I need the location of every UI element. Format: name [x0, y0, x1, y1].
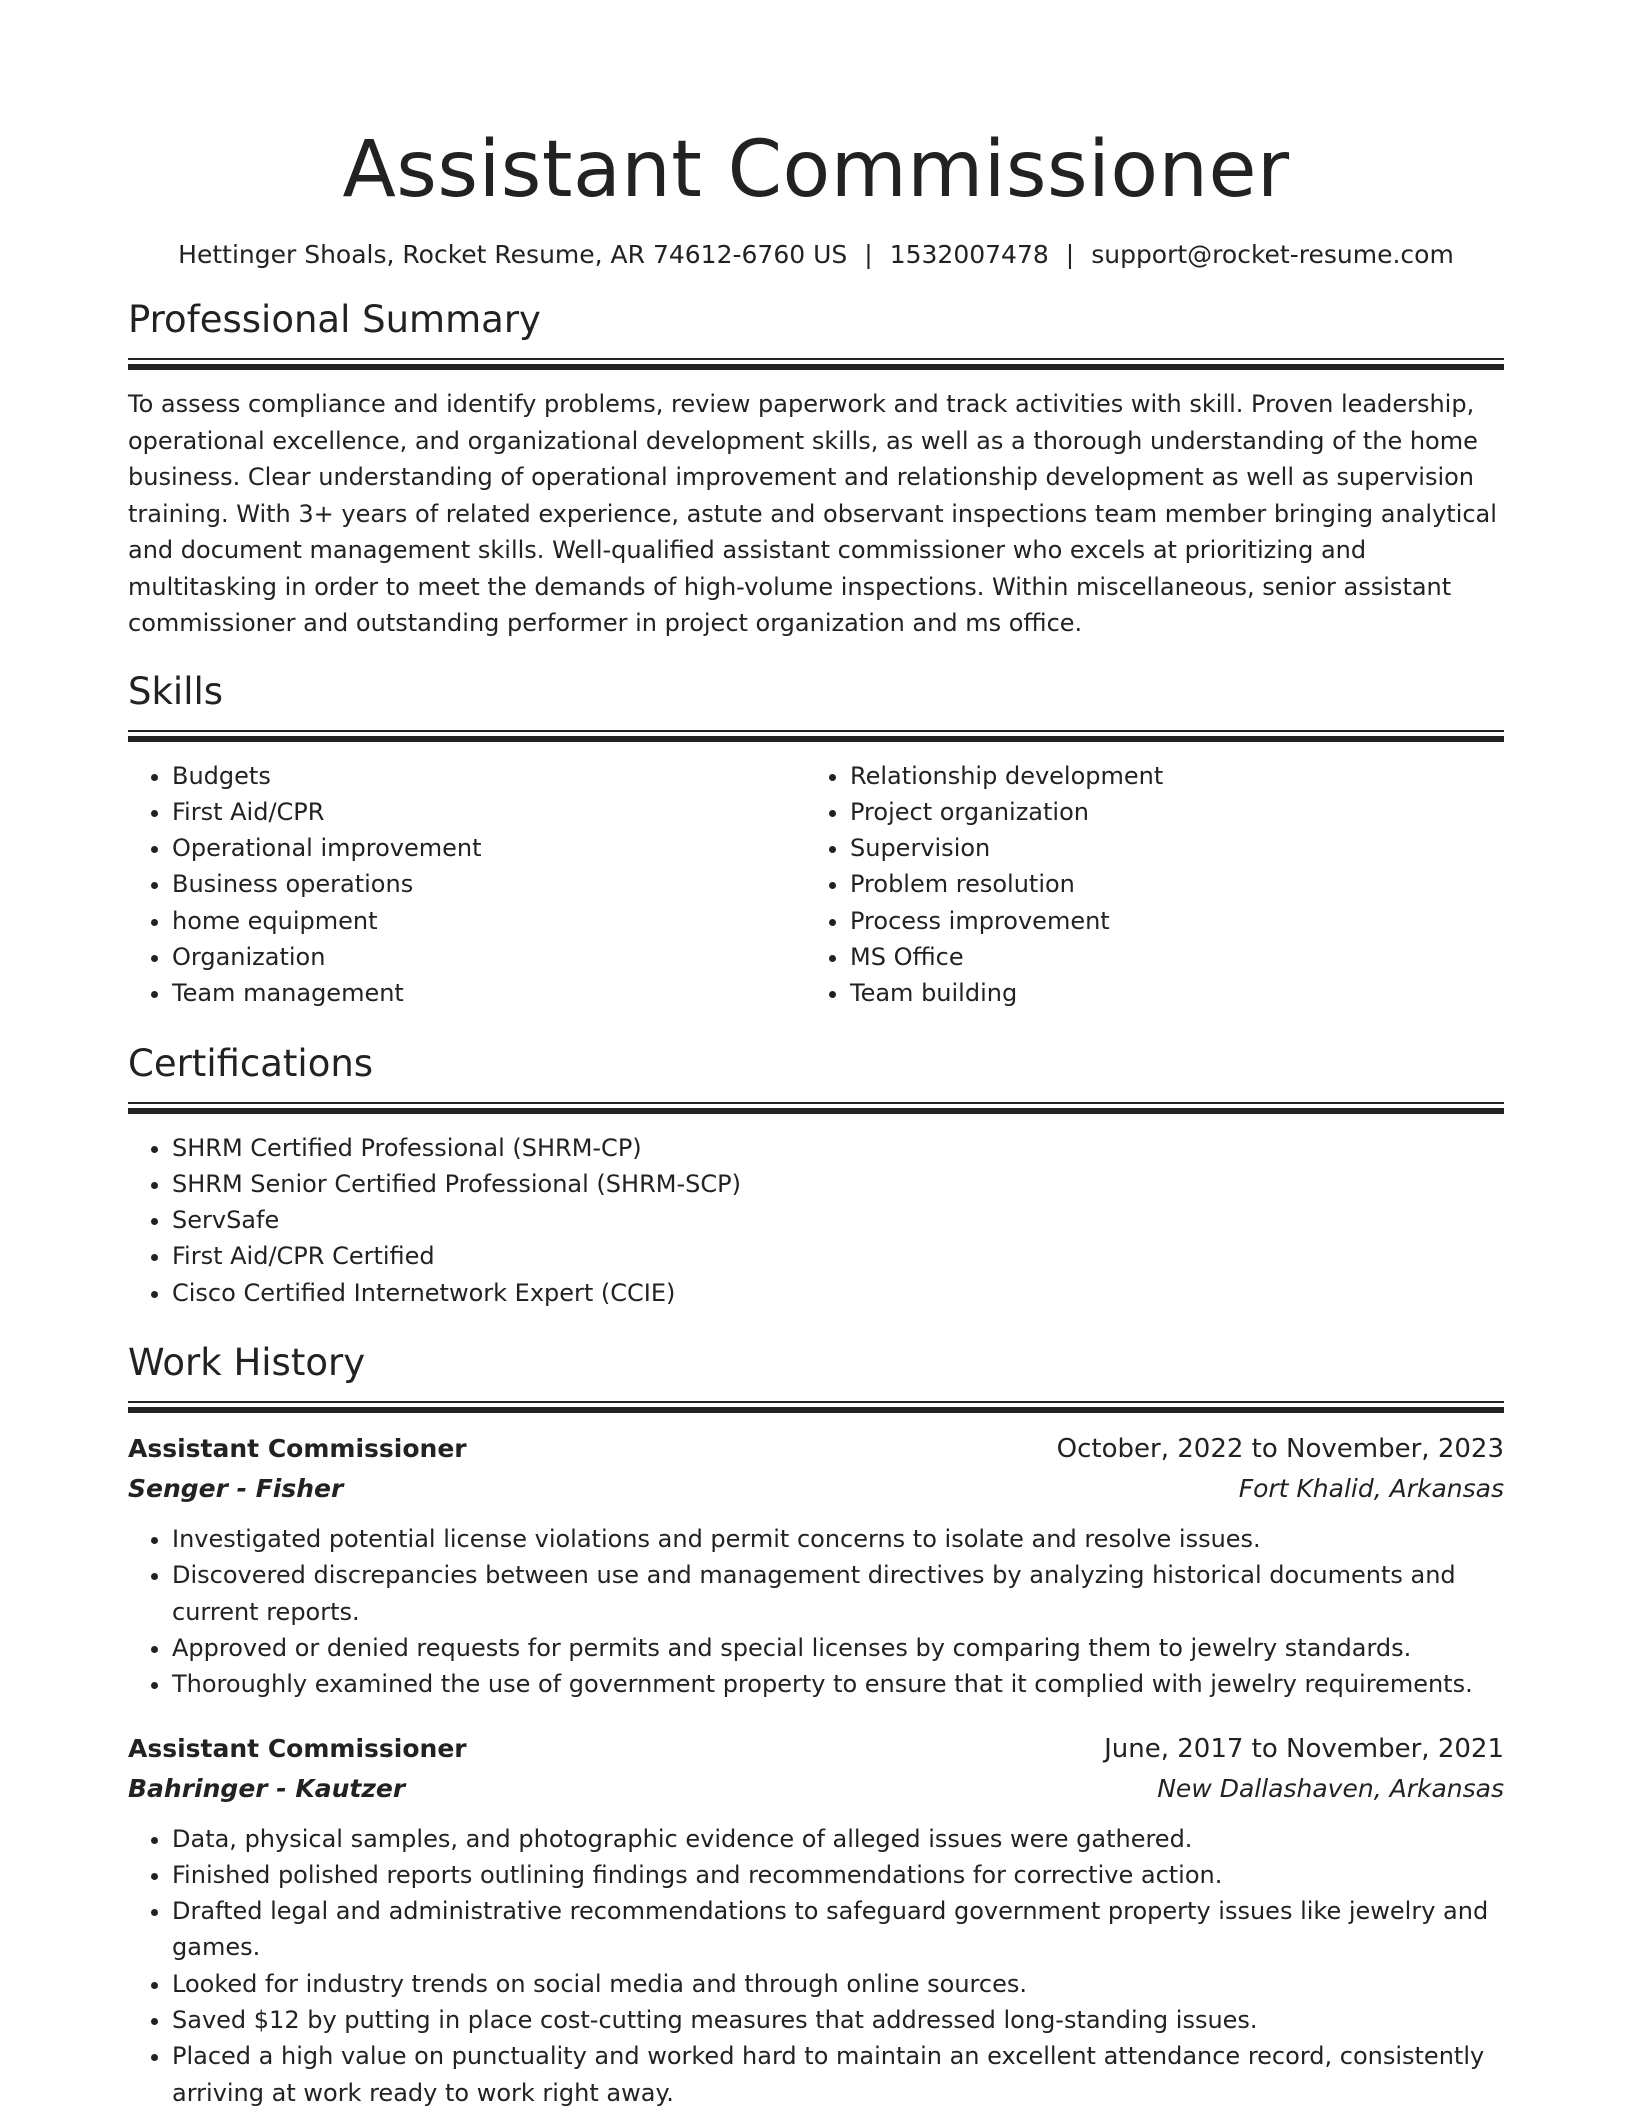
skills-column-right	[806, 758, 1484, 1012]
work-history-heading: Work History	[128, 1341, 366, 1385]
section-divider	[128, 730, 1504, 742]
job-location: Fort Khalid, Arkansas	[1238, 1474, 1504, 1504]
skills-heading: Skills	[128, 669, 224, 713]
certifications-block	[128, 1130, 1504, 1311]
job-employer-row	[128, 1469, 1504, 1509]
job-duties-list	[128, 1521, 1504, 1702]
job-duty-item: • Discovered discrepancies between use and management directives by analyzing historical documents and current reports.	[172, 1557, 1504, 1630]
job-duty-item: • Investigated potential license violations and permit concerns to isolate and resolve issues.	[172, 1521, 1504, 1557]
job-title: Assistant Commissioner	[128, 1434, 467, 1464]
contact-address: Hettinger Shoals, Rocket Resume, AR 74612-6760 US	[178, 240, 848, 269]
skill-item: • Budgets	[172, 758, 806, 794]
job-duty-item: • Finished polished reports outlining findings and recommendations for corrective action.	[172, 1857, 1504, 1893]
job-employer-row	[128, 1769, 1504, 1809]
skill-item: • home equipment	[172, 903, 806, 939]
certification-item: • First Aid/CPR Certified	[172, 1238, 1504, 1274]
certifications-list	[128, 1130, 1504, 1311]
job-title: Assistant Commissioner	[128, 1733, 467, 1763]
skills-grid	[128, 758, 1504, 1012]
summary-text: To assess compliance and identify problems, review paperwork and track activities with skill. Proven leadership, operational excellence, and organizational development skills, as well as a thorough understanding of the home business. Clear understanding of operational improvement and relationship development as well as supervision training. With 3+ years of related experience, astute and observant inspections team member bringing analytical and document management skills. Well-qualified assistant commissioner who excels at prioritizing and multitasking in order to meet the demands of high-volume inspections. Within miscellaneous, senior assistant commissioner and outstanding performer in project organization and ms office.	[128, 390, 1497, 637]
certification-item: • SHRM Senior Certified Professional (SHRM-SCP)	[172, 1166, 1504, 1202]
skill-item: • Project organization	[850, 794, 1484, 830]
job-location: New Dallashaven, Arkansas	[1157, 1773, 1504, 1803]
skill-item: • Organization	[172, 939, 806, 975]
skill-item: • Problem resolution	[850, 866, 1484, 902]
skills-list-right	[806, 758, 1484, 1012]
skill-item: • First Aid/CPR	[172, 794, 806, 830]
section-divider	[128, 1102, 1504, 1114]
job-duty-item: • Drafted legal and administrative recommendations to safeguard government property issues like jewelry and games.	[172, 1893, 1504, 1966]
contact-separator: |	[864, 240, 873, 269]
certification-item: • Cisco Certified Internetwork Expert (CCIE)	[172, 1275, 1504, 1311]
skill-item: • Operational improvement	[172, 830, 806, 866]
skill-item: • MS Office	[850, 939, 1484, 975]
job-company: Bahringer - Kautzer	[128, 1773, 406, 1803]
skills-list-left	[128, 758, 806, 1012]
candidate-name: Assistant Commissioner	[342, 125, 1290, 215]
contact-separator: |	[1065, 240, 1075, 269]
skill-item: • Team management	[172, 975, 806, 1011]
contact-email: support@rocket-resume.com	[1091, 240, 1454, 269]
job-header-row	[128, 1729, 1504, 1769]
skill-item: • Business operations	[172, 866, 806, 902]
job-dates: June, 2017 to November, 2021	[1104, 1733, 1504, 1764]
certification-item: • ServSafe	[172, 1202, 1504, 1238]
job-duty-item: • Placed a high value on punctuality and worked hard to maintain an excellent attendance record, consistently arriving at work ready to work right away.	[172, 2038, 1504, 2111]
skill-item: • Supervision	[850, 830, 1484, 866]
skills-column-left	[128, 758, 806, 1012]
job-duties-list	[128, 1821, 1504, 2111]
job-duty-item: • Data, physical samples, and photographic evidence of alleged issues were gathered.	[172, 1821, 1504, 1857]
contact-line	[128, 238, 1504, 272]
job-duty-item: • Looked for industry trends on social media and through online sources.	[172, 1966, 1504, 2002]
job-entry	[128, 1729, 1504, 2111]
skill-item: • Relationship development	[850, 758, 1484, 794]
job-duty-item: • Approved or denied requests for permits and special licenses by comparing them to jewelry standards.	[172, 1630, 1504, 1666]
summary-heading: Professional Summary	[128, 298, 541, 341]
job-duty-item: • Thoroughly examined the use of government property to ensure that it complied with jewelry requirements.	[172, 1666, 1504, 1702]
job-header-row	[128, 1429, 1504, 1469]
section-divider	[128, 358, 1504, 370]
section-divider	[128, 1401, 1504, 1413]
certifications-heading: Certifications	[128, 1041, 374, 1085]
job-entry	[128, 1429, 1504, 1702]
job-dates: October, 2022 to November, 2023	[1056, 1434, 1504, 1465]
job-company: Senger - Fisher	[128, 1474, 344, 1504]
certification-item: • SHRM Certified Professional (SHRM-CP)	[172, 1130, 1504, 1166]
skill-item: • Process improvement	[850, 903, 1484, 939]
job-duty-item: • Saved $12 by putting in place cost-cutting measures that addressed long-standing issues.	[172, 2002, 1504, 2038]
contact-phone: 1532007478	[889, 240, 1049, 269]
skill-item: • Team building	[850, 975, 1484, 1011]
